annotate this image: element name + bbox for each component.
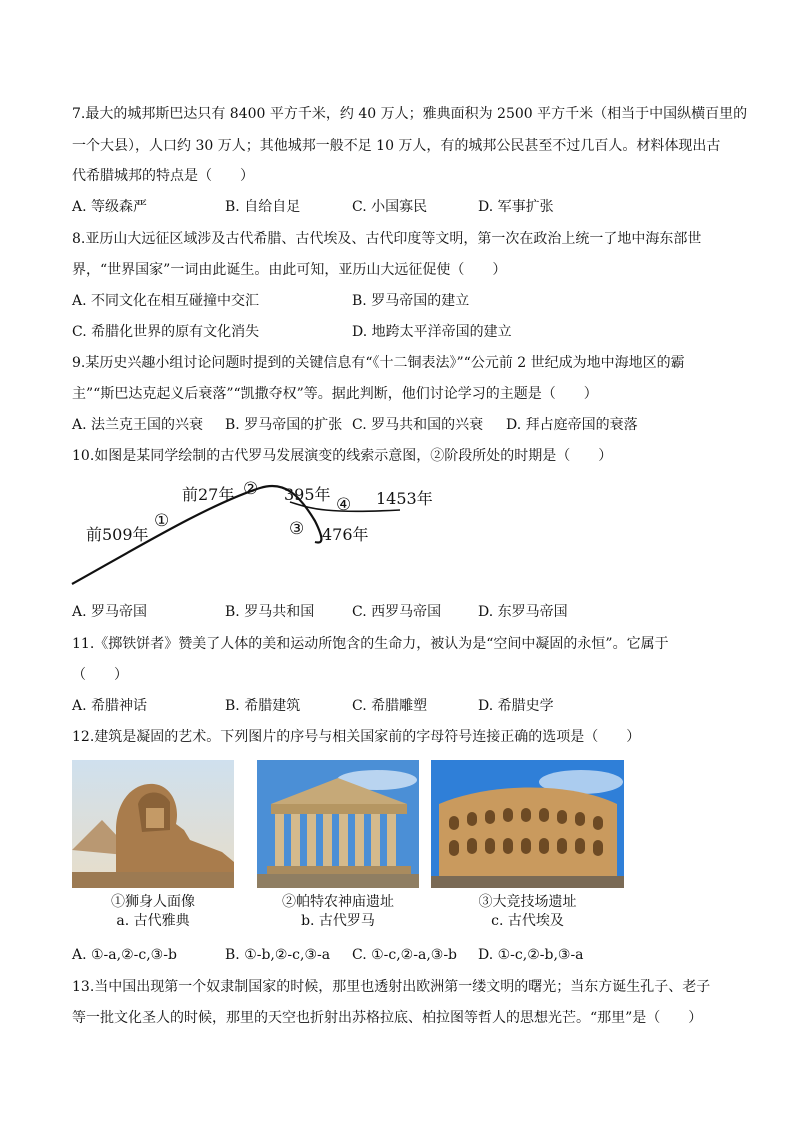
country-a-label: a. 古代雅典 — [116, 913, 190, 929]
q12-option-d: D. ①-c,②-b,③-a — [478, 947, 584, 963]
q11-text-line-2: （ ） — [72, 667, 128, 683]
stage-marker-1: ① — [154, 511, 170, 531]
country-c-label: c. 古代埃及 — [491, 913, 564, 929]
sphinx-photo — [72, 760, 234, 888]
q9-option-b: B. 罗马帝国的扩张 — [225, 417, 343, 433]
label-395: 395年 — [284, 485, 331, 504]
q9-option-d: D. 拜占庭帝国的衰落 — [506, 417, 638, 433]
colosseum-photo — [431, 760, 624, 888]
q11-option-a: A. 希腊神话 — [72, 698, 148, 714]
q8-option-d: D. 地跨太平洋帝国的建立 — [352, 324, 512, 340]
q13-text-line-1: 13.当中国出现第一个奴隶制国家的时候，那里也透射出欧洲第一缕文明的曙光；当东方诞生孔子、老子 — [72, 979, 711, 995]
stage-marker-3: ③ — [289, 519, 305, 539]
q13-text-line-2: 等一批文化圣人的时候，那里的天空也折射出苏格拉底、柏拉图等哲人的思想光芒。“那里”是（ ） — [72, 1010, 703, 1026]
label-476: 476年 — [322, 525, 369, 544]
label-1453: 1453年 — [376, 489, 433, 508]
q10-option-a: A. 罗马帝国 — [72, 604, 148, 620]
stage-marker-4: ④ — [336, 495, 352, 515]
q7-option-d: D. 军事扩张 — [478, 199, 554, 215]
q12-option-b: B. ①-b,②-c,③-a — [225, 947, 331, 963]
label-509bc: 前509年 — [86, 525, 149, 544]
label-27bc: 前27年 — [182, 485, 235, 504]
q7-text-line-2: 一个大县），人口约 30 万人；其他城邦一般不足 10 万人，有的城邦公民甚至不过几百人。材料体现出古 — [72, 138, 721, 154]
q7-option-c: C. 小国寡民 — [352, 199, 428, 215]
q7-text-line-1: 7.最大的城邦斯巴达只有 8400 平方千米，约 40 万人；雅典面积为 2500 平方千米（相当于中国纵横百里的 — [72, 106, 748, 122]
q8-text-line-1: 8.亚历山大远征区域涉及古代希腊、古代埃及、古代印度等文明，第一次在政治上统一了地中海东部世 — [72, 231, 702, 247]
stage-marker-2: ② — [243, 479, 259, 499]
q11-option-d: D. 希腊史学 — [478, 698, 554, 714]
q10-option-d: D. 东罗马帝国 — [478, 604, 568, 620]
q12-option-c: C. ①-c,②-a,③-b — [352, 947, 458, 963]
q10-option-c: C. 西罗马帝国 — [352, 604, 442, 620]
q9-option-c: C. 罗马共和国的兴衰 — [352, 417, 484, 433]
photo-1-caption: ①狮身人面像 — [111, 894, 195, 910]
q11-text-line-1: 11.《掷铁饼者》赞美了人体的美和运动所饱含的生命力，被认为是“空间中凝固的永恒”。它属于 — [72, 636, 669, 652]
q8-text-line-2: 界，“世界国家”一词由此诞生。由此可知，亚历山大远征促使（ ） — [72, 262, 507, 278]
q11-option-c: C. 希腊雕塑 — [352, 698, 428, 714]
q10-option-b: B. 罗马共和国 — [225, 604, 315, 620]
q12-option-a: A. ①-a,②-c,③-b — [72, 947, 177, 963]
q9-text-line-1: 9.某历史兴趣小组讨论问题时提到的关键信息有“《十二铜表法》”“公元前 2 世纪成为地中海地区的霸 — [72, 355, 685, 371]
q12-text-line-1: 12.建筑是凝固的艺术。下列图片的序号与相关国家前的字母符号连接正确的选项是（ ） — [72, 729, 641, 745]
photo-3-caption: ③大竞技场遗址 — [478, 894, 577, 910]
q7-option-a: A. 等级森严 — [72, 199, 148, 215]
parthenon-photo — [257, 760, 419, 888]
q9-text-line-2: 主”“斯巴达克起义后衰落”“凯撒夺权”等。据此判断，他们讨论学习的主题是（ ） — [72, 386, 598, 402]
q7-text-line-3: 代希腊城邦的特点是（ ） — [72, 168, 254, 184]
q10-text-line-1: 10.如图是某同学绘制的古代罗马发展演变的线索示意图，②阶段所处的时期是（ ） — [72, 448, 613, 464]
q8-option-a: A. 不同文化在相互碰撞中交汇 — [72, 293, 260, 309]
q8-option-c: C. 希腊化世界的原有文化消失 — [72, 324, 260, 340]
photo-2-caption: ②帕特农神庙遗址 — [282, 894, 394, 910]
q9-option-a: A. 法兰克王国的兴衰 — [72, 417, 204, 433]
q7-option-b: B. 自给自足 — [225, 199, 301, 215]
country-b-label: b. 古代罗马 — [301, 913, 375, 929]
q8-option-b: B. 罗马帝国的建立 — [352, 293, 470, 309]
q11-option-b: B. 希腊建筑 — [225, 698, 301, 714]
roman-timeline-diagram — [60, 476, 480, 596]
